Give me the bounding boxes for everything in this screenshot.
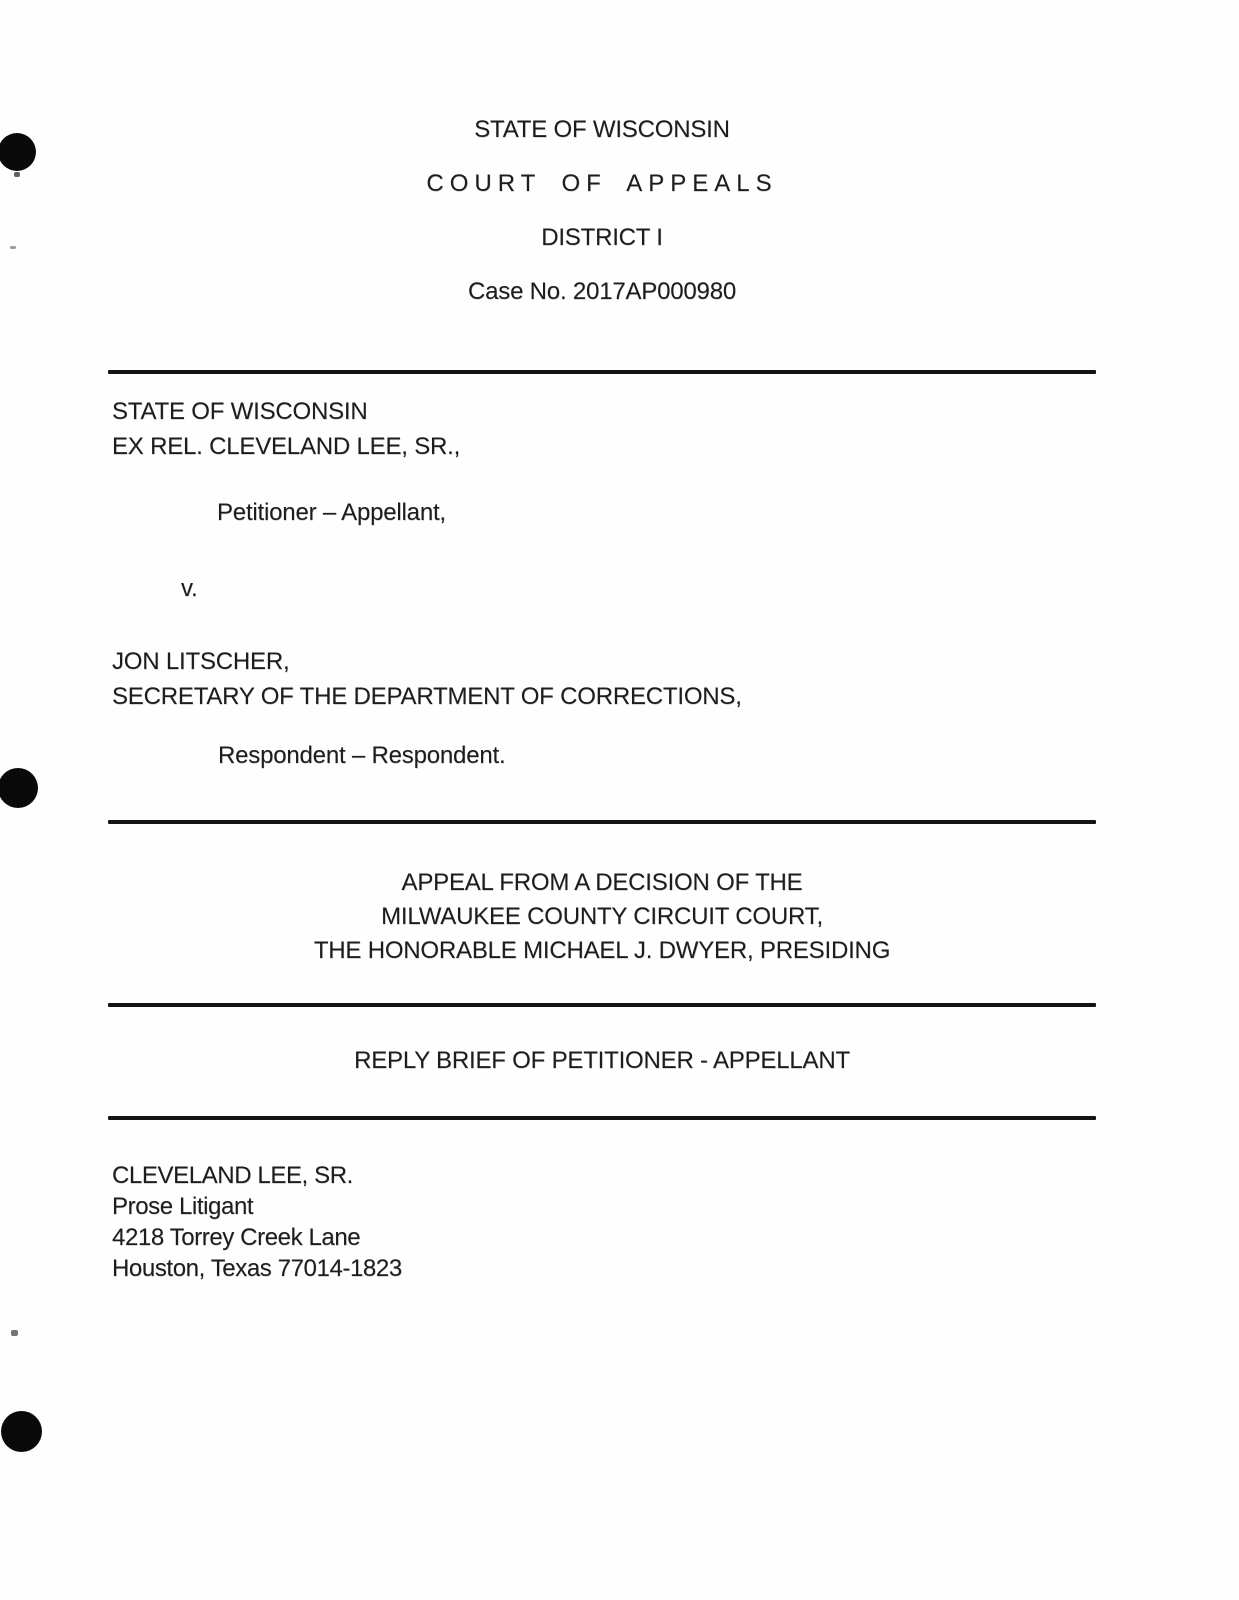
appeal-statement-line3: THE HONORABLE MICHAEL J. DWYER, PRESIDING bbox=[313, 937, 891, 964]
appeal-statement-line2: MILWAUKEE COUNTY CIRCUIT COURT, bbox=[381, 903, 823, 930]
petitioner-name-line1: STATE OF WISCONSIN bbox=[112, 398, 368, 425]
brief-title: REPLY BRIEF OF PETITIONER - APPELLANT bbox=[354, 1047, 850, 1074]
filer-name: CLEVELAND LEE, SR. bbox=[112, 1162, 353, 1189]
respondent-designation: Respondent – Respondent. bbox=[218, 742, 506, 769]
scan-artifact bbox=[11, 1330, 18, 1336]
petitioner-designation: Petitioner – Appellant, bbox=[217, 499, 446, 526]
appeal-statement-line1: APPEAL FROM A DECISION OF THE bbox=[401, 869, 803, 896]
court-name-line: COURT OF APPEALS bbox=[426, 170, 778, 197]
horizontal-rule bbox=[108, 820, 1096, 824]
respondent-name-line1: JON LITSCHER, bbox=[112, 648, 290, 675]
petitioner-name-line2: EX REL. CLEVELAND LEE, SR., bbox=[112, 433, 461, 460]
filer-status: Prose Litigant bbox=[112, 1193, 254, 1220]
filer-address-line1: 4218 Torrey Creek Lane bbox=[112, 1224, 361, 1251]
case-number: Case No. 2017AP000980 bbox=[467, 278, 736, 305]
court-district-line: DISTRICT I bbox=[541, 224, 663, 251]
court-state-line: STATE OF WISCONSIN bbox=[474, 116, 730, 143]
filer-address-line2: Houston, Texas 77014-1823 bbox=[112, 1255, 402, 1282]
punch-hole-top bbox=[0, 133, 36, 171]
horizontal-rule bbox=[108, 1003, 1096, 1007]
horizontal-rule bbox=[108, 370, 1096, 374]
respondent-name-line2: SECRETARY OF THE DEPARTMENT OF CORRECTIONS, bbox=[112, 683, 742, 710]
scan-artifact bbox=[10, 246, 16, 249]
punch-hole-middle bbox=[0, 768, 38, 808]
versus-marker: v. bbox=[181, 575, 198, 602]
punch-hole-bottom bbox=[1, 1411, 42, 1452]
scan-artifact bbox=[14, 172, 20, 177]
horizontal-rule bbox=[108, 1116, 1096, 1120]
